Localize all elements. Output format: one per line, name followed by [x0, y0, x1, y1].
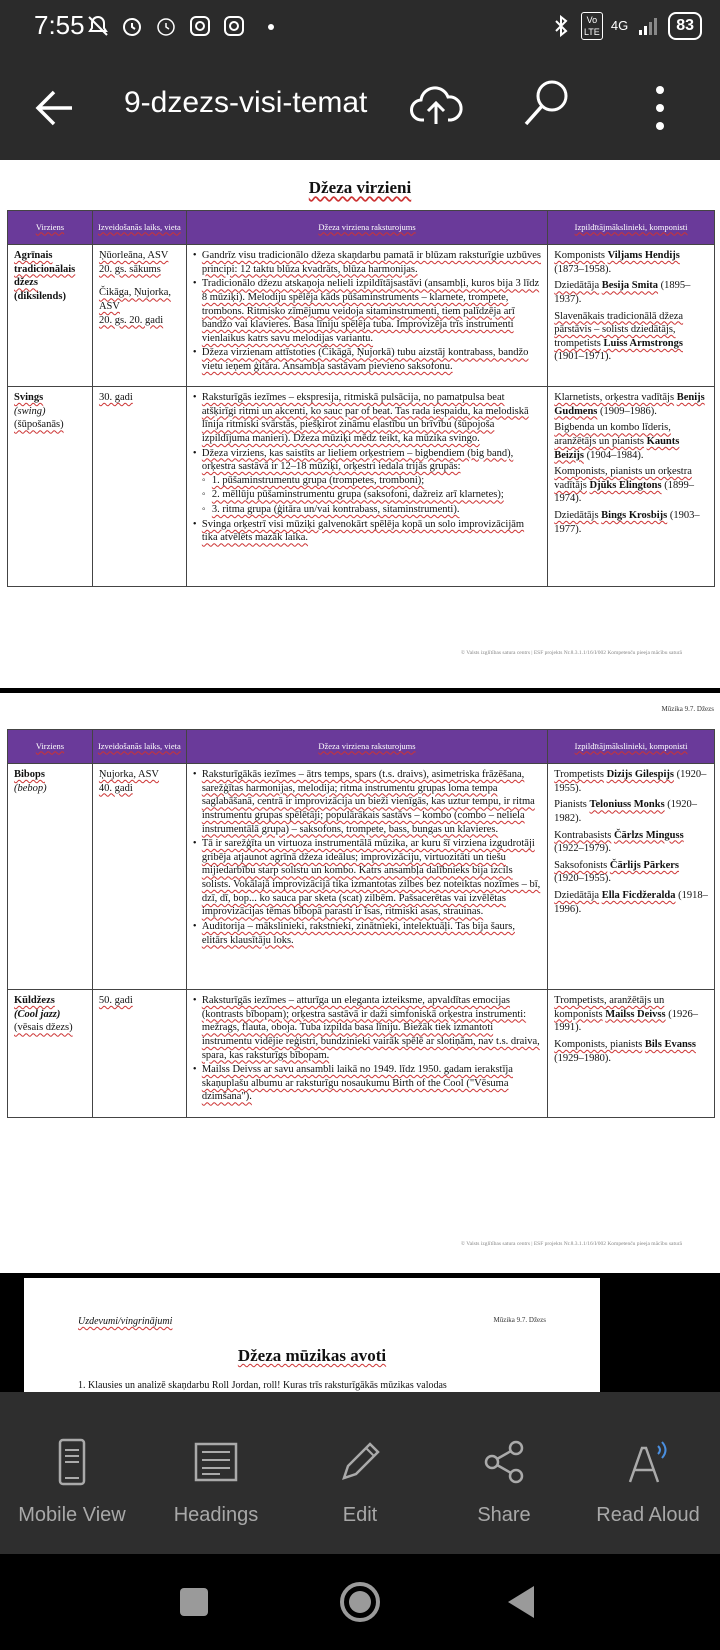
list-item: ◦ 3. ritma grupa (ģitāra un/vai kontrabass, sitaminstrumenti).: [202, 503, 541, 517]
volte-label: Vo LTE: [581, 12, 603, 40]
characteristics-cell: [186, 245, 547, 387]
list-item: ◦ 1. pūšaminstrumentu grupa (trompetes, tromboni);: [202, 474, 541, 488]
origin-cell: Ņujorka, ASV 40. gadi: [92, 764, 186, 990]
cloud-upload-icon[interactable]: [406, 76, 466, 136]
document-page-3: [24, 1278, 600, 1392]
list-item: • Auditorija – mākslinieki, rakstnieki, zinātnieki, intelektuāļi. Tas bija šaurs, elitārs klausītāju loks.: [193, 920, 541, 947]
page-footer: © Valsts izglītības satura centrs | ESF projekts Nr.8.3.1.1/16/I/002 Kompetenču pieeja mācību saturā: [460, 650, 682, 656]
performers-cell: Trompetists Dizijs Gilespijs (1920–1955). Pianists Teloniuss Monks (1920–1982). Kontrabasists Čārlzs Minguss (1922–1979). Saksofonists Čārlijs Pārkers (1920–1955). Dziedātāja Ella Ficdžeralda (1918–1996).: [548, 764, 715, 990]
direction-cell: Agrīnais tradicionālais džezs (diksilends): [8, 245, 93, 387]
status-bar: [0, 0, 720, 56]
header-characteristics: Džeza virziena raksturojums: [186, 730, 547, 764]
page-header: Mūzika 9.7. Džezs: [661, 705, 714, 713]
header-performers: Izpildītājmākslinieki, komponisti: [548, 211, 715, 245]
direction-cell: Bibops (bebop): [8, 764, 93, 990]
list-item: • Raksturīgākās iezīmes – ātrs temps, spars (t.s. draivs), asimetriska frāzēšana, sarežģītas harmonijas, melodija; ritma instrumentu grupas loma tempa saglabāšanā, centrā ir improvizācija un bieži vienīgās, kas uztur tempu, ir ritma instrumentu grupas spēlētāji; populārākais sastāvs – kombo (combo – neliela instrumentālā grupa) – saksofons, trompete, bass, bungas un klavieres.: [193, 768, 541, 836]
list-item: • Tradicionālo džezu atskaņoja nelieli izpildītājsastāvi (ansambļi, kuros bija 3 līdz 8 mūziķi). Melodiju spēlēja kāds pūšaminstruments – klarnete, trompete, trombons. Ritmisko zīmējumu veidoja sitaminstrumenti, tiem palīdzēja arī bandžo vai klavieres. Basa līniju spēlēja tuba. Improvizēja trīs instrumenti vienlaikus katrs savu melodijas variantu.: [193, 277, 541, 345]
share-icon: [478, 1436, 530, 1488]
app-bar: [0, 56, 720, 160]
alarm-icon: [120, 14, 144, 38]
characteristics-cell: [186, 764, 547, 990]
list-item: • Džeza virzienam attīstoties (Čikāgā, Ņujorkā) tubu aizstāj kontrabass, bandžo vietu ieņem ģitāra. Ansambļa sastāvam pievieno saksofonu.: [193, 346, 541, 373]
document-title: 9-dzezs-visi-temat: [124, 86, 368, 119]
header-origin: Izveidošanās laiks, vieta: [92, 730, 186, 764]
origin-cell: 30. gadi: [92, 387, 186, 587]
headings-label: Headings: [173, 1504, 259, 1526]
battery-indicator: 83: [668, 12, 702, 40]
signal-icon: [636, 14, 660, 38]
characteristics-cell: [186, 387, 547, 587]
share-button[interactable]: [432, 1392, 576, 1554]
instagram-icon: [188, 14, 212, 38]
instagram-icon-2: [222, 14, 246, 38]
recents-icon[interactable]: [170, 1578, 218, 1626]
headings-icon: [190, 1436, 242, 1488]
table-row: [8, 245, 715, 387]
alarm-outline-icon: [154, 14, 178, 38]
status-system-icons: [549, 12, 702, 40]
read-aloud-icon: [622, 1436, 674, 1488]
mobile-view-icon: [46, 1436, 98, 1488]
read-aloud-button[interactable]: [576, 1392, 720, 1554]
characteristics-cell: [186, 990, 547, 1118]
list-item: • Svinga orķestrī visi mūziķi galvenokārt spēlēja kopā un solo improvizācijām tika atvēlēts mazāk laika.: [193, 518, 541, 545]
document-page-2: [0, 693, 720, 1273]
page-footer: © Valsts izglītības satura centrs | ESF projekts Nr.8.3.1.1/16/I/002 Kompetenču pieeja mācību saturā: [460, 1241, 682, 1247]
table-header-row: [8, 211, 715, 245]
list-item: • Raksturīgās iezīmes – atturīga un eleganta izteiksme, apvaldītas emocijas (kontrasts bībopam); orķestra sastāvā ir daži simfoniskā orķestra instrumenti: mežrags, flauta, oboja. Tuba izpilda basa līniju. Biežāk tiek izmantoti instrumentu vidējie reģistri, bundzinieki vairāk spēlē ar slotiņām, nav t.s. draiva, spara, kas raksturīgs bībopam.: [193, 994, 541, 1062]
list-item: • Džeza virziens, kas saistīts ar lieliem orķestriem – bigbendiem (big band), orķestra sastāvā ir 12–18 mūziķi, orķestri iedala trijās grupās: ◦ 1. pūšaminstrumentu grupa (trompetes, tromboni); ◦ 2. mēllūju pūšaminstrumentu grupa (saksofoni, dažreiz arī klarnetes); ◦ 3. ritma grupa (ģitāra un/vai kontrabass, sitaminstrumenti).: [193, 447, 541, 517]
pencil-icon: [334, 1436, 386, 1488]
direction-cell: Kūldžezs (Cool jazz) (vēsais džezs): [8, 990, 93, 1118]
mobile-view-button[interactable]: [0, 1392, 144, 1554]
exercise-text: 1. Klausies un analizē skaņdarbu Roll Jordan, roll! Kuras trīs raksturīgākās mūzikas valodas: [78, 1380, 447, 1391]
header-direction: Virziens: [8, 730, 93, 764]
header-performers: Izpildītājmākslinieki, komponisti: [548, 730, 715, 764]
document-viewer[interactable]: [0, 160, 720, 1392]
more-notifications-dot: [268, 24, 274, 30]
performers-cell: Komponists Viljams Hendijs (1873–1958). Dziedātāja Besija Smita (1895–1937). Slavenākais tradicionālā džeza pārstāvis – solists dziedātājs, trompetists Luiss Armstrongs (1901–1971).: [548, 245, 715, 387]
bluetooth-icon: [549, 14, 573, 38]
home-icon[interactable]: [336, 1578, 384, 1626]
bottom-toolbar: [0, 1392, 720, 1554]
origin-cell: 50. gadi: [92, 990, 186, 1118]
status-notification-icons: [86, 14, 246, 38]
status-time: 7:55: [34, 10, 85, 40]
list-item: • Mailss Deivss ar savu ansambli laikā no 1949. līdz 1950. gadam ierakstīja skaņuplašu albumu ar raksturīgu nosaukumu Birth of the Cool ("Vēsuma dzimšana").: [193, 1063, 541, 1104]
page-title: Džeza virzieni: [308, 178, 412, 197]
direction-cell: Svings (swing) (šūpošanās): [8, 387, 93, 587]
document-page-1: [0, 160, 720, 688]
table-row: [8, 764, 715, 990]
network-label: 4G: [610, 18, 629, 33]
list-item: ◦ 2. mēllūju pūšaminstrumentu grupa (saksofoni, dažreiz arī klarnetes);: [202, 488, 541, 502]
system-nav-bar: [0, 1554, 720, 1650]
table-row: [8, 387, 715, 587]
search-icon[interactable]: [516, 74, 576, 134]
headings-button[interactable]: [144, 1392, 288, 1554]
page-header-left: Uzdevumi/vingrinājumi: [78, 1316, 173, 1327]
back-arrow-icon[interactable]: [28, 78, 88, 138]
table-row: [8, 990, 715, 1118]
edit-button[interactable]: [288, 1392, 432, 1554]
back-nav-icon[interactable]: [500, 1578, 548, 1626]
mobile-view-label: Mobile View: [18, 1504, 126, 1526]
list-item: • Raksturīgās iezīmes – ekspresija, ritmiskā pulsācija, no pamatpulsa beat atšķirīgi ritmi un akcenti, ko sauc par of beat. Tas rada iespaidu, ka melodiskā līnija ritmiski svārstās, piešķirot zināmu elastību un brīvību (šūpojoša izpildījuma manieri). Džeza mūziķi mēdz teikt, ka mūzika svingo.: [193, 391, 541, 446]
list-item: • Gandrīz visu tradicionālo džeza skaņdarbu pamatā ir blūzam raksturīgie uzbūves principi: 12 taktu blūza kvadrāts, blūza harmonijas.: [193, 249, 541, 276]
edit-label: Edit: [342, 1504, 378, 1526]
jazz-directions-table-1: [7, 210, 715, 587]
more-vert-icon[interactable]: [640, 78, 680, 138]
page-title: Džeza mūzikas avoti: [237, 1346, 387, 1365]
performers-cell: Klarnetists, orķestra vadītājs Benijs Gudmens (1909–1986). Bigbenda un kombo līderis, aranžētājs un pianists Kaunts Beizijs (1904–1984). Komponists, pianists un orķestra vadītājs Djūks Elingtons (1899–1974). Dziedātājs Bings Krosbijs (1903–1977).: [548, 387, 715, 587]
performers-cell: Trompetists, aranžētājs un komponists Mailss Deivss (1926–1991). Komponists, pianists Bils Evanss (1929–1980).: [548, 990, 715, 1118]
list-item: • Tā ir sarežģīta un virtuoza instrumentālā mūzika, ar kuru šī virziena izgudrotāji gribēja atjaunot agrīnā džeza ideālus; improvizāciju, virtuozitāti un tiešu mijiedarbību starp solistu un kombo. Katrs ansambļa dalībnieks bija izcils solists. Vokālajā improvizācijā tika izmantotas zilbes bez noteiktas nozīmes – bī, dzī, dī, bop... ko sauca par sketa (scat) zilbēm. Pašsacerētas vai izvēlētas improvizācijas tēmas bībopā parasti ir īsas, ritmiski asas, strauinas.: [193, 837, 541, 919]
header-origin: Izveidošanās laiks, vieta: [92, 211, 186, 245]
page-header-right: Mūzika 9.7. Džezs: [493, 1316, 546, 1324]
table-header-row: [8, 730, 715, 764]
header-characteristics: Džeza virziena raksturojums: [186, 211, 547, 245]
mute-bell-icon: [86, 14, 110, 38]
origin-cell: Ņūorleāna, ASV 20. gs. sākums Čikāga, Ņujorka, ASV 20. gs. 20. gadi: [92, 245, 186, 387]
read-aloud-label: Read Aloud: [596, 1504, 700, 1526]
share-label: Share: [477, 1504, 531, 1526]
header-direction: Virziens: [8, 211, 93, 245]
jazz-directions-table-2: [7, 729, 715, 1118]
